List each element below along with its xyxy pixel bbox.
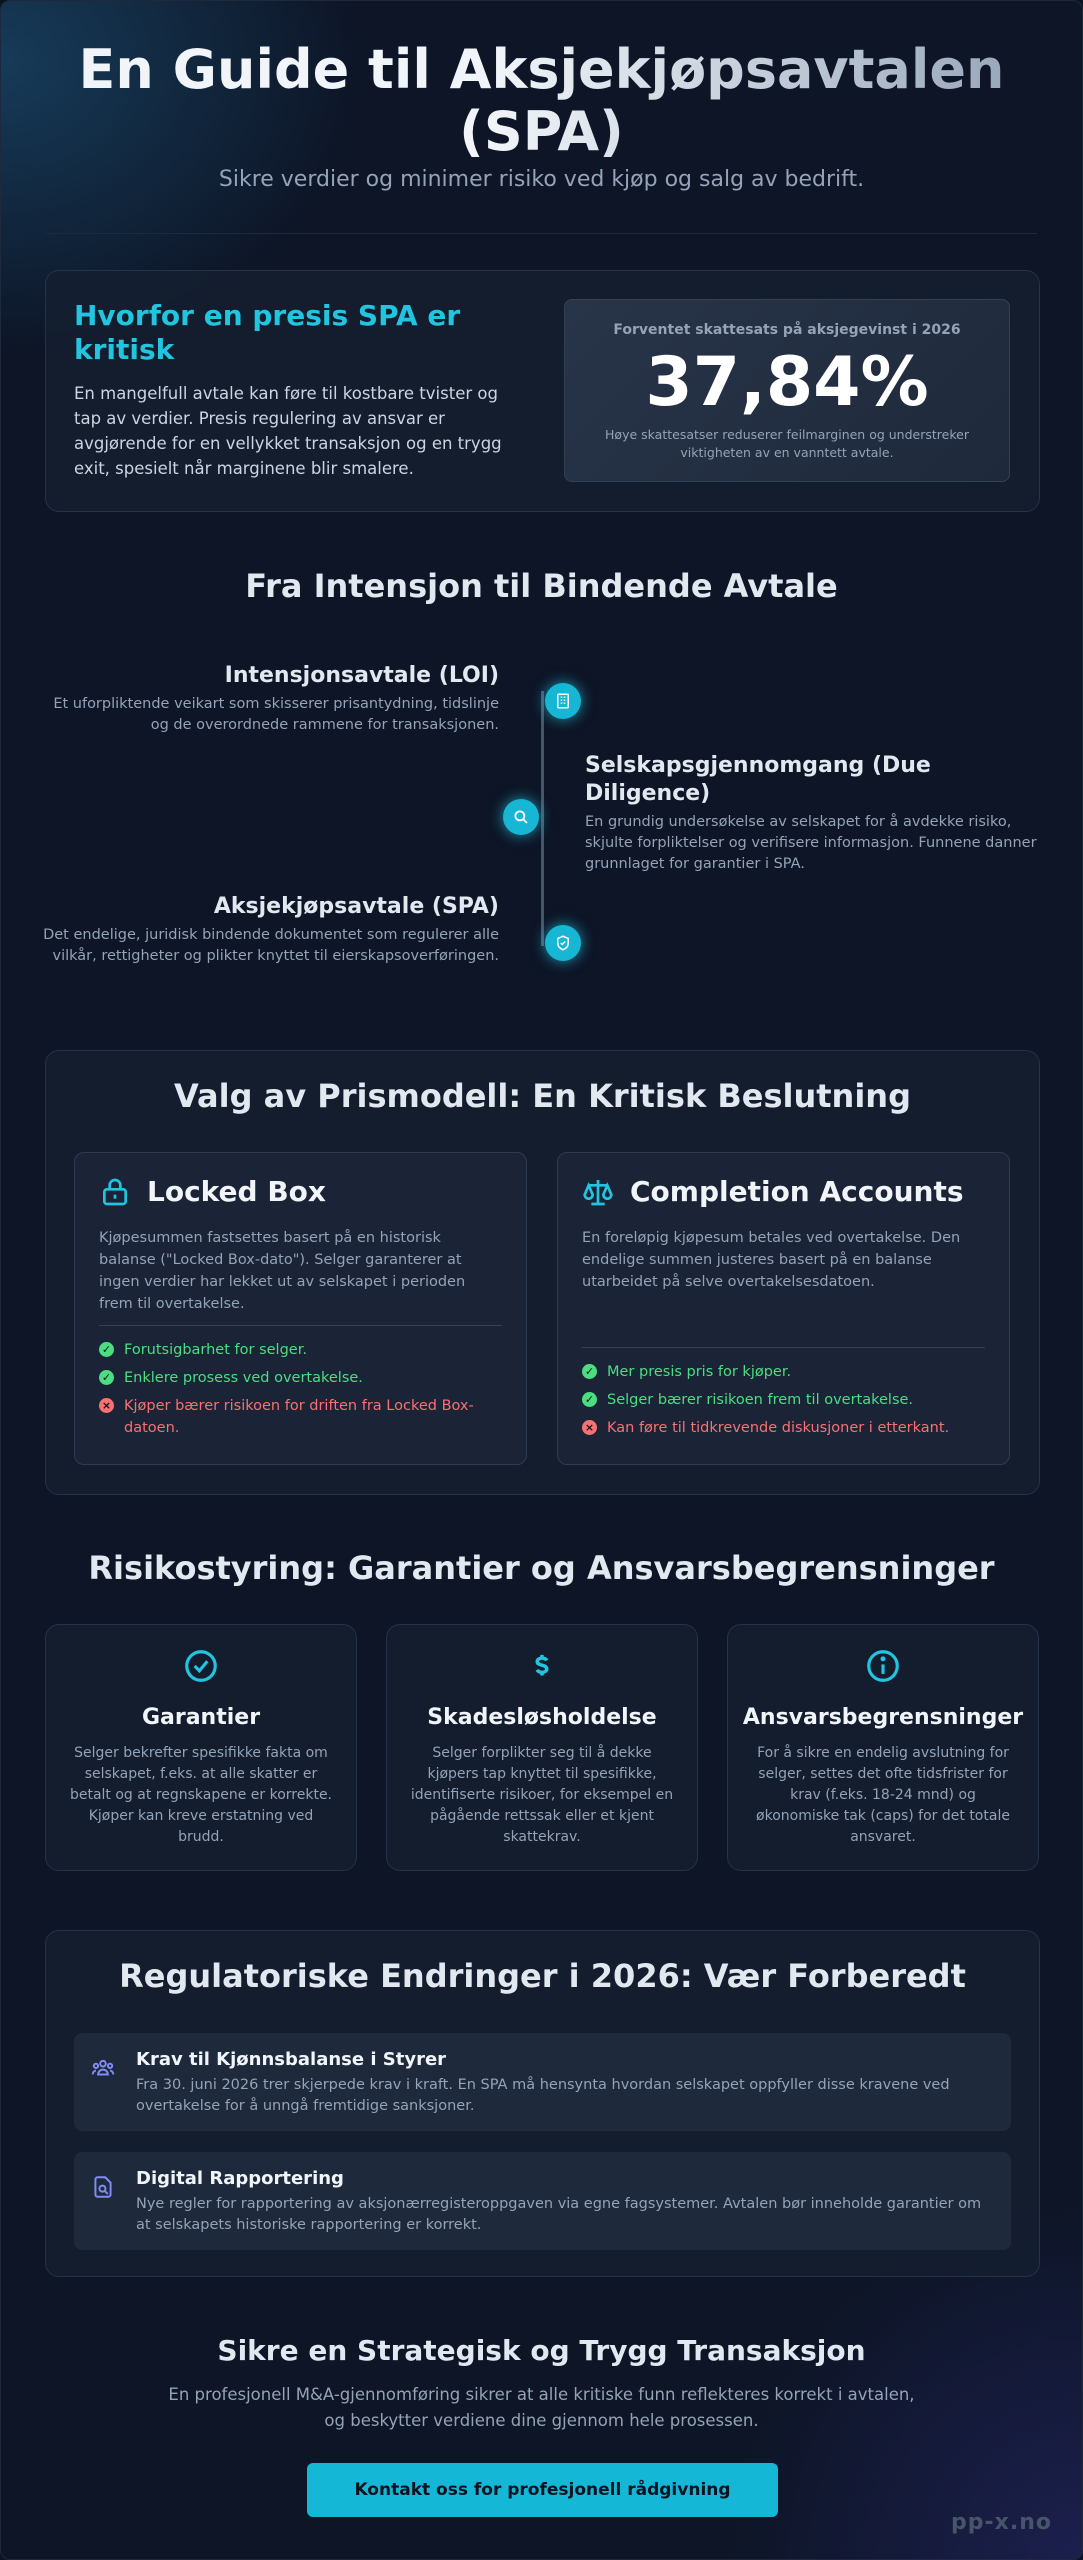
locked-box-text: Kjøpesummen fastsettes basert på en historisk balanse ("Locked Box-dato"). Selger garanterer at ingen verdier har lekket ut av selskapet i perioden frem til overtakelse.: [99, 1230, 466, 1312]
risk-card-title: Ansvarsbegrensninger: [742, 1705, 1024, 1730]
tax-stat-note: Høye skattesatser reduserer feilmarginen og understreker viktigheten av en vanntett avtale.: [605, 427, 969, 460]
lock-icon: [99, 1176, 131, 1208]
risk-card-garantier: [45, 1624, 357, 1871]
page-title: En Guide til Aksjekjøpsavtalen (SPA): [41, 39, 1042, 163]
shield-check-icon: [545, 925, 581, 961]
timeline-item-title: Aksjekjøpsavtale (SPA): [213, 894, 499, 919]
scales-icon: [582, 1176, 614, 1208]
x-icon: ×: [582, 1420, 597, 1435]
risk-card-title: Skadesløsholdelse: [427, 1705, 657, 1730]
tax-stat-label: Forventet skattesats på aksjegevinst i 2026: [613, 322, 961, 338]
timeline-title: Fra Intensjon til Bindende Avtale: [245, 567, 838, 605]
check-icon: ✓: [582, 1364, 597, 1379]
search-icon: [503, 799, 539, 835]
divider: [46, 233, 1037, 234]
timeline-line: [541, 691, 544, 946]
pricing-card: [45, 1050, 1040, 1495]
con-item: × Kan føre til tidkrevende diskusjoner i etterkant.: [582, 1417, 985, 1439]
locked-box-title: Locked Box: [147, 1175, 326, 1208]
check-icon: ✓: [99, 1370, 114, 1385]
regulatory-item-text: Nye regler for rapportering av aksjonærregisteroppgaven via egne fagsystemer. Avtalen bør inneholde garantier om at selskapets historiske rapportering er korrekt.: [136, 2196, 982, 2233]
regulatory-item-title: Digital Rapportering: [136, 2168, 344, 2189]
brand-watermark: pp-x.no: [951, 2510, 1052, 2535]
risk-card-ansvar: [727, 1624, 1039, 1871]
x-icon: ×: [99, 1398, 114, 1413]
users-icon: [90, 2055, 116, 2081]
timeline-item-text: Det endelige, juridisk bindende dokumentet som regulerer alle vilkår, rettigheter og plikter knyttet til eierskapsoverføringen.: [43, 927, 499, 964]
risk-card-skadeslos: [386, 1624, 698, 1871]
why-card: [45, 270, 1040, 512]
timeline-item-loi: [41, 662, 499, 736]
info-icon: [864, 1647, 902, 1685]
risk-card-text: Selger forplikter seg til å dekke kjøpers tap knyttet til spesifikke, identifiserte risikoer, for eksempel en pågående rettssak eller et kjent skattekrav.: [410, 1745, 674, 1845]
check-icon: ✓: [99, 1342, 114, 1357]
timeline-item-text: Et uforpliktende veikart som skisserer prisantydning, tidslinje og de overordnede rammene for transaksjonen.: [53, 696, 499, 733]
dollar-icon: [523, 1647, 561, 1685]
locked-box-option: [74, 1152, 527, 1465]
regulatory-item-title: Krav til Kjønnsbalanse i Styrer: [136, 2049, 447, 2070]
risk-card-title: Garantier: [141, 1705, 261, 1730]
con-item: × Kjøper bærer risikoen for driften fra Locked Box-datoen.: [99, 1395, 502, 1439]
regulatory-item: [74, 2152, 1011, 2250]
why-text: En mangelfull avtale kan føre til kostbare tvister og tap av verdier. Presis regulering av ansvar er avgjørende for en vellykket transaksjon og en trygg exit, spesielt når marginene blir smalere.: [74, 384, 502, 478]
cta-title: Sikre en Strategisk og Trygg Transaksjon: [217, 2334, 866, 2367]
completion-accounts-title: Completion Accounts: [630, 1175, 964, 1208]
pro-item: ✓ Enklere prosess ved overtakelse.: [99, 1367, 502, 1389]
pro-item: ✓ Selger bærer risikoen frem til overtakelse.: [582, 1389, 985, 1411]
page-subtitle: Sikre verdier og minimer risiko ved kjøp og salg av bedrift.: [218, 167, 865, 192]
cta-text: En profesjonell M&A-gjennomføring sikrer at alle kritiske funn reflekteres korrekt i avtalen, og beskytter verdiene dine gjennom hele prosessen.: [168, 2385, 915, 2430]
completion-accounts-option: [557, 1152, 1010, 1465]
regulatory-item: [74, 2033, 1011, 2131]
tax-stat-value: 37,84%: [645, 343, 929, 422]
risk-card-text: For å sikre en endelig avslutning for selger, settes det ofte tidsfrister for krav (f.eks. 18-24 mnd) og økonomiske tak (caps) for det totale ansvaret.: [756, 1745, 1010, 1845]
timeline-item-title: Selskapsgjennomgang (Due Diligence): [585, 753, 931, 806]
why-title: Hvorfor en presis SPA er kritisk: [74, 299, 461, 366]
pro-item: ✓ Forutsigbarhet for selger.: [99, 1339, 502, 1361]
timeline-item-dd: [585, 752, 1045, 875]
regulatory-card: [45, 1930, 1040, 2277]
pro-item: ✓ Mer presis pris for kjøper.: [582, 1361, 985, 1383]
timeline-item-title: Intensjonsavtale (LOI): [224, 663, 499, 688]
completion-accounts-text: En foreløpig kjøpesum betales ved overtakelse. Den endelige summen justeres basert på en balanse utarbeidet på selve overtakelsesdatoen.: [582, 1230, 961, 1290]
regulatory-item-text: Fra 30. juni 2026 trer skjerpede krav i kraft. En SPA må hensynta hvordan selskapet oppfyller disse kravene ved overtakelse for å unngå fremtidige sanksjoner.: [136, 2077, 950, 2114]
contact-button[interactable]: Kontakt oss for profesjonell rådgivning: [307, 2463, 778, 2517]
risk-title: Risikostyring: Garantier og Ansvarsbegrensninger: [88, 1549, 995, 1587]
check-circle-icon: [182, 1647, 220, 1685]
check-icon: ✓: [582, 1392, 597, 1407]
tax-stat-box: [564, 299, 1010, 482]
document-search-icon: [90, 2174, 116, 2200]
building-icon: [545, 683, 581, 719]
timeline-item-text: En grundig undersøkelse av selskapet for å avdekke risiko, skjulte forpliktelser og verifisere informasjon. Funnene danner grunnlaget for garantier i SPA.: [585, 814, 1037, 872]
timeline-item-spa: [41, 893, 499, 967]
risk-card-text: Selger bekrefter spesifikke fakta om selskapet, f.eks. at alle skatter er betalt og at regnskapene er korrekte. Kjøper kan kreve erstatning ved brudd.: [69, 1745, 333, 1845]
pricing-title: Valg av Prismodell: En Kritisk Beslutning: [174, 1077, 911, 1115]
regulatory-title: Regulatoriske Endringer i 2026: Vær Forberedt: [119, 1957, 966, 1995]
